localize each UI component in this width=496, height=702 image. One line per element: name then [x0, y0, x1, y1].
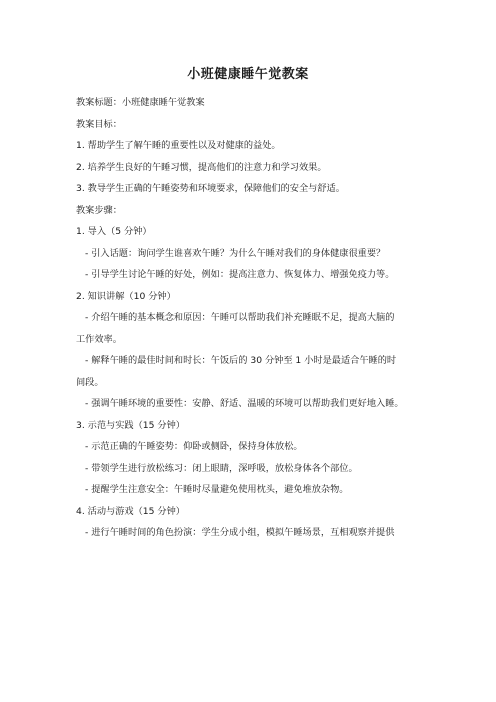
- body-line: 教案标题：小班健康睡午觉教案: [76, 97, 205, 108]
- document-body: [76, 92, 436, 544]
- body-line: - 解释午睡的最佳时间和时长：午饭后的 30 分钟至 1 小时是最适合午睡的时: [85, 355, 397, 366]
- body-line: - 示范正确的午睡姿势：仰卧或侧卧，保持身体放松。: [85, 441, 303, 452]
- body-line: 4. 活动与游戏（15 分钟）: [76, 505, 185, 517]
- body-line: - 引导学生讨论午睡的好处，例如：提高注意力、恢复体力、增强免疫力等。: [85, 269, 395, 280]
- body-line: 1. 导入（5 分钟）: [76, 226, 152, 237]
- body-line: - 带领学生进行放松练习：闭上眼睛，深呼吸，放松身体各个部位。: [85, 462, 358, 474]
- body-line: 2. 培养学生良好的午睡习惯，提高他们的注意力和学习效果。: [76, 161, 327, 173]
- body-line: 1. 帮助学生了解午睡的重要性以及对健康的益处。: [76, 140, 281, 151]
- body-line: 教案目标：: [76, 118, 122, 130]
- body-line: 2. 知识讲解（10 分钟）: [76, 290, 176, 302]
- body-line: 教案步骤：: [76, 204, 122, 216]
- body-line: 间段。: [76, 376, 104, 388]
- body-line: 工作效率。: [76, 333, 122, 345]
- body-line: 3. 示范与实践（15 分钟）: [76, 419, 185, 431]
- body-line: - 引入话题：询问学生谁喜欢午睡？为什么午睡对我们的身体健康很重要？: [85, 247, 386, 259]
- document-title: 小班健康睡午觉教案: [187, 67, 309, 82]
- body-line: 3. 教导学生正确的午睡姿势和环境要求，保障他们的安全与舒适。: [76, 183, 345, 194]
- body-line: - 进行午睡时间的角色扮演：学生分成小组，模拟午睡场景，互相观察并提供: [85, 527, 395, 538]
- body-line: - 提醒学生注意安全：午睡时尽量避免使用枕头，避免堆放杂物。: [85, 484, 349, 495]
- body-line: - 强调午睡环境的重要性：安静、舒适、温暖的环境可以帮助我们更好地入睡。: [85, 398, 404, 409]
- body-line: - 介绍午睡的基本概念和原因：午睡可以帮助我们补充睡眠不足，提高大脑的: [85, 312, 395, 323]
